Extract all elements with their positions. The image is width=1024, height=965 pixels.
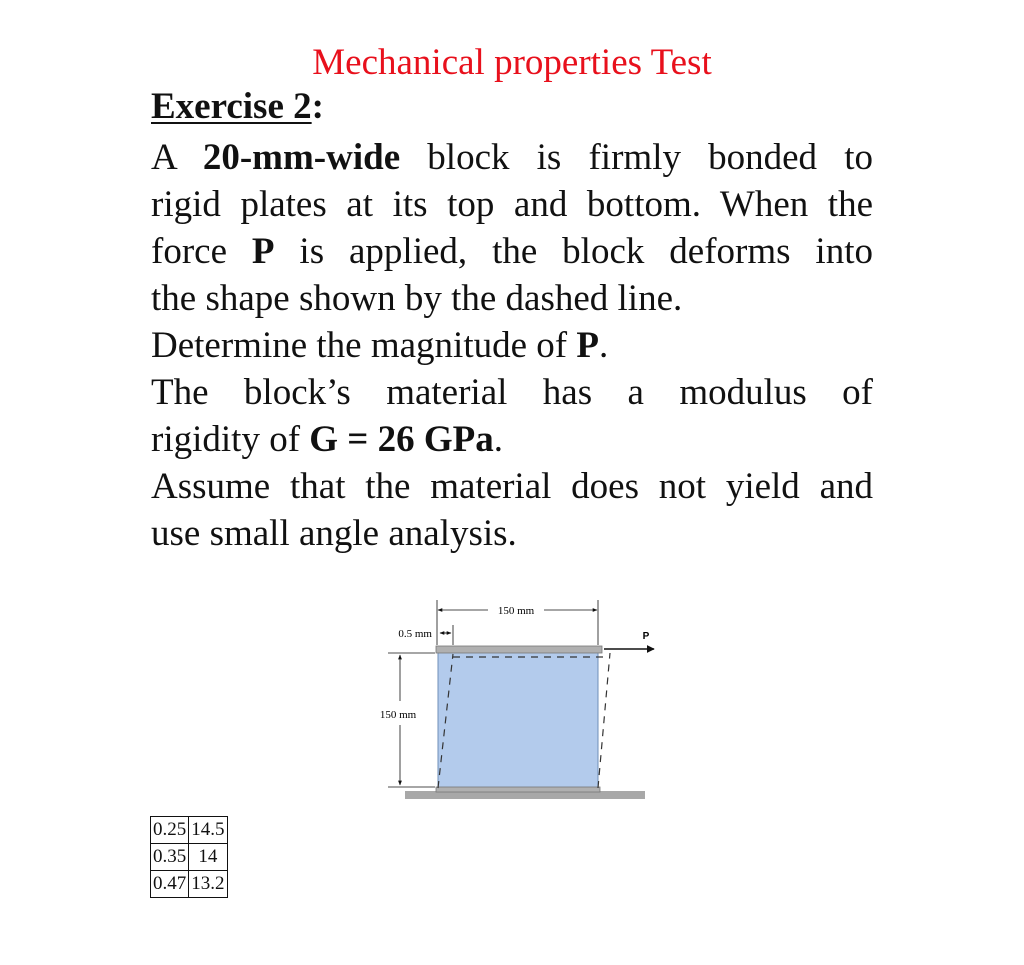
bottom-plate [436,787,600,792]
table-cell: 14.5 [189,817,227,844]
table-cell: 13.2 [189,871,227,898]
exercise-heading [151,84,324,130]
statement-line-4: the shape shown by the dashed line. [151,278,683,319]
statement-line-3: force P is applied, the block deforms into [151,231,873,272]
statement-line-2: rigid plates at its top and bottom. When the [151,184,873,225]
table-cell: 14 [189,844,227,871]
height-dimension-label: 150 mm [379,709,417,721]
width-dimension-label: 150 mm [497,605,535,617]
statement-line-1: A 20-mm-wide block is firmly bonded to [151,137,873,178]
elastic-block [438,652,598,788]
exercise-colon: : [311,86,324,127]
table-row [151,871,228,898]
table-cell: 0.35 [151,844,189,871]
table-row [151,844,228,871]
offset-dimension-label: 0.5 mm [398,628,432,640]
force-label: P [642,631,650,642]
values-table [150,816,228,898]
statement-line-6: The block’s material has a modulus of [151,372,873,413]
problem-statement [151,134,873,557]
page-title: Mechanical properties Test [312,42,712,83]
statement-line-8: Assume that the material does not yield and [151,466,873,507]
statement-line-5: Determine the magnitude of P. [151,325,609,366]
table-cell: 0.47 [151,871,189,898]
block-deformation-diagram [360,595,670,815]
top-plate [436,646,602,653]
table-cell: 0.25 [151,817,189,844]
statement-line-9: use small angle analysis. [151,513,517,554]
table-row [151,817,228,844]
exercise-label: Exercise 2 [151,86,312,127]
deformed-right-edge [598,653,610,788]
statement-line-7: rigidity of G = 26 GPa. [151,419,504,460]
